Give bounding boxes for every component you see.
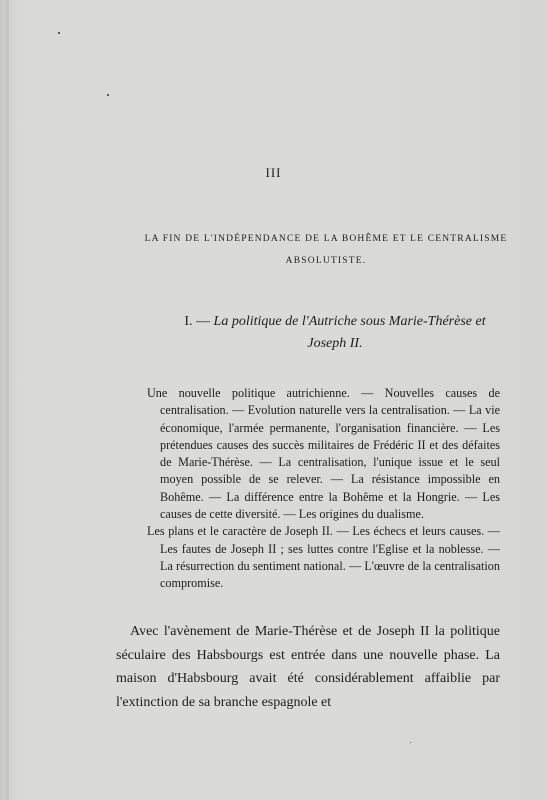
section-number: I. — (184, 314, 214, 329)
body-text (116, 620, 500, 714)
print-speck (58, 32, 60, 34)
section-heading-line-1 (145, 311, 525, 333)
print-speck (107, 94, 109, 96)
section-summary (147, 385, 500, 593)
chapter-title-line-2: ABSOLUTISTE. (285, 256, 367, 266)
page-gutter-shadow (6, 0, 9, 800)
chapter-title-line-1: LA FIN DE L'INDÉPENDANCE DE LA BOHÊME ET LE CENTRALISME (144, 234, 508, 244)
chapter-title (130, 228, 522, 272)
print-speck (410, 742, 411, 743)
section-heading (145, 311, 525, 355)
section-title-part-1: La politique de l'Autriche sous Marie-Thérèse et (213, 314, 486, 329)
chapter-number: III (265, 165, 282, 180)
summary-paragraph-1: Une nouvelle politique autrichienne. — Nouvelles causes de centralisation. — Evolution naturelle vers la centralisation. — La vie économique, l'armée permanente, l'organisation financière. — Les prétendues causes des succès militaires de Frédéric II et des défaites de Marie-Thérèse. — La centralisation, l'unique issue et le seul moyen possible de se relever. — La résistance impossible en Bohême. — La différence entre la Bohême et la Hongrie. — Les causes de cette diversité. — Les origines du dualisme. (147, 386, 500, 522)
summary-paragraph-2: Les plans et le caractère de Joseph II. — Les échecs et leurs causes. — Les fautes de Joseph II ; ses luttes contre l'Eglise et la noblesse. — La résurrection du sentiment national. — L'œuvre de la centralisation compromise. (147, 524, 500, 591)
body-paragraph-1: Avec l'avènement de Marie-Thérèse et de Joseph II la politique séculaire des Habsbourgs est entrée dans une nouvelle phase. La maison d'Habsbourg avait été considérablement affaiblie par l'extinction de sa branche espagnole et (116, 624, 500, 710)
section-title-part-2: Joseph II. (307, 336, 363, 351)
